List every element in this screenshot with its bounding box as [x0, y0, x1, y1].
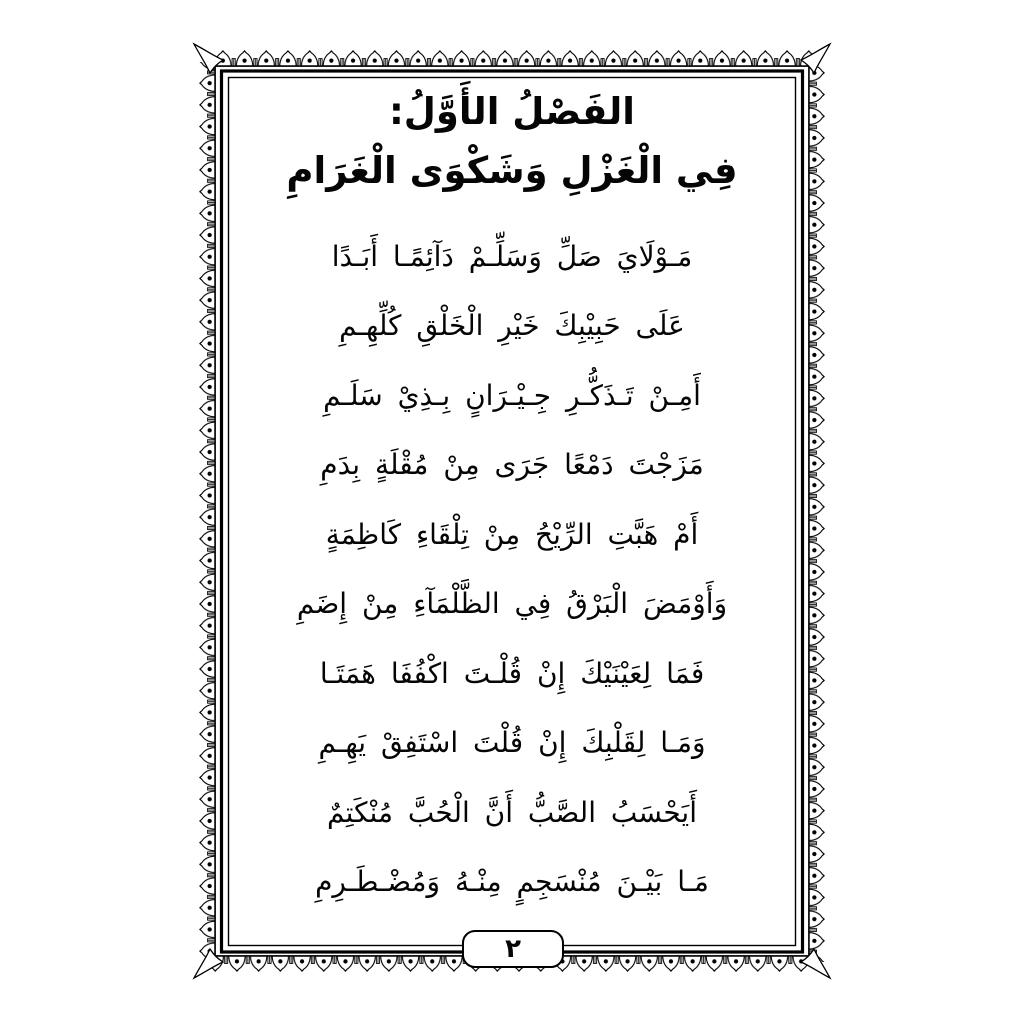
verse-line-3: أَمِـنْ تَـذَكُّـرِ جِـيْـرَانٍ بِـذِيْ سَلَـمِ	[323, 378, 701, 412]
chapter-subtitle: فِي الْغَزْلِ وَشَكْوَى الْغَرَامِ	[286, 148, 738, 192]
verse-line-8: وَمَـا لِقَلْبِكَ إِنْ قُلْتَ اسْتَفِقْ يَهِـمِ	[318, 726, 706, 760]
poem-verses	[230, 221, 794, 916]
verse-line-10: مَـا بَيْـنَ مُنْسَجِمٍ مِنْـهُ وَمُضْـطَـرِمِ	[315, 865, 709, 899]
page-number-badge	[462, 930, 564, 968]
verse-line-6: وَأَوْمَضَ الْبَرْقُ فِي الظَّلْمَآءِ مِنْ إِضَمِ	[296, 587, 728, 621]
verse-line-1: مَـوْلَايَ صَلِّ وَسَلِّـمْ دَآئِمًـا أَبَـدًا	[331, 239, 693, 273]
page-number: ٢	[505, 934, 521, 964]
verse-line-9: أَيَحْسَبُ الصَّبُّ أَنَّ الْحُبَّ مُنْكَتِمٌ	[326, 795, 698, 829]
verse-line-4: مَزَجْتَ دَمْعًا جَرَى مِنْ مُقْلَةٍ بِدَمِ	[320, 448, 704, 482]
page-content	[230, 78, 794, 938]
verse-line-7: فَمَا لِعَيْنَيْكَ إِنْ قُلْـتَ اكْفُفَا هَمَتَـا	[319, 656, 705, 690]
chapter-title: الفَصْلُ الأَوَّلُ:	[389, 90, 635, 133]
verse-line-2: عَلَى حَبِيْبِكَ خَيْرِ الْخَلْقِ كُلِّهِـمِ	[339, 309, 685, 343]
verse-line-5: أَمْ هَبَّتِ الرِّيْحُ مِنْ تِلْقَاءِ كَاظِمَةٍ	[325, 517, 699, 551]
